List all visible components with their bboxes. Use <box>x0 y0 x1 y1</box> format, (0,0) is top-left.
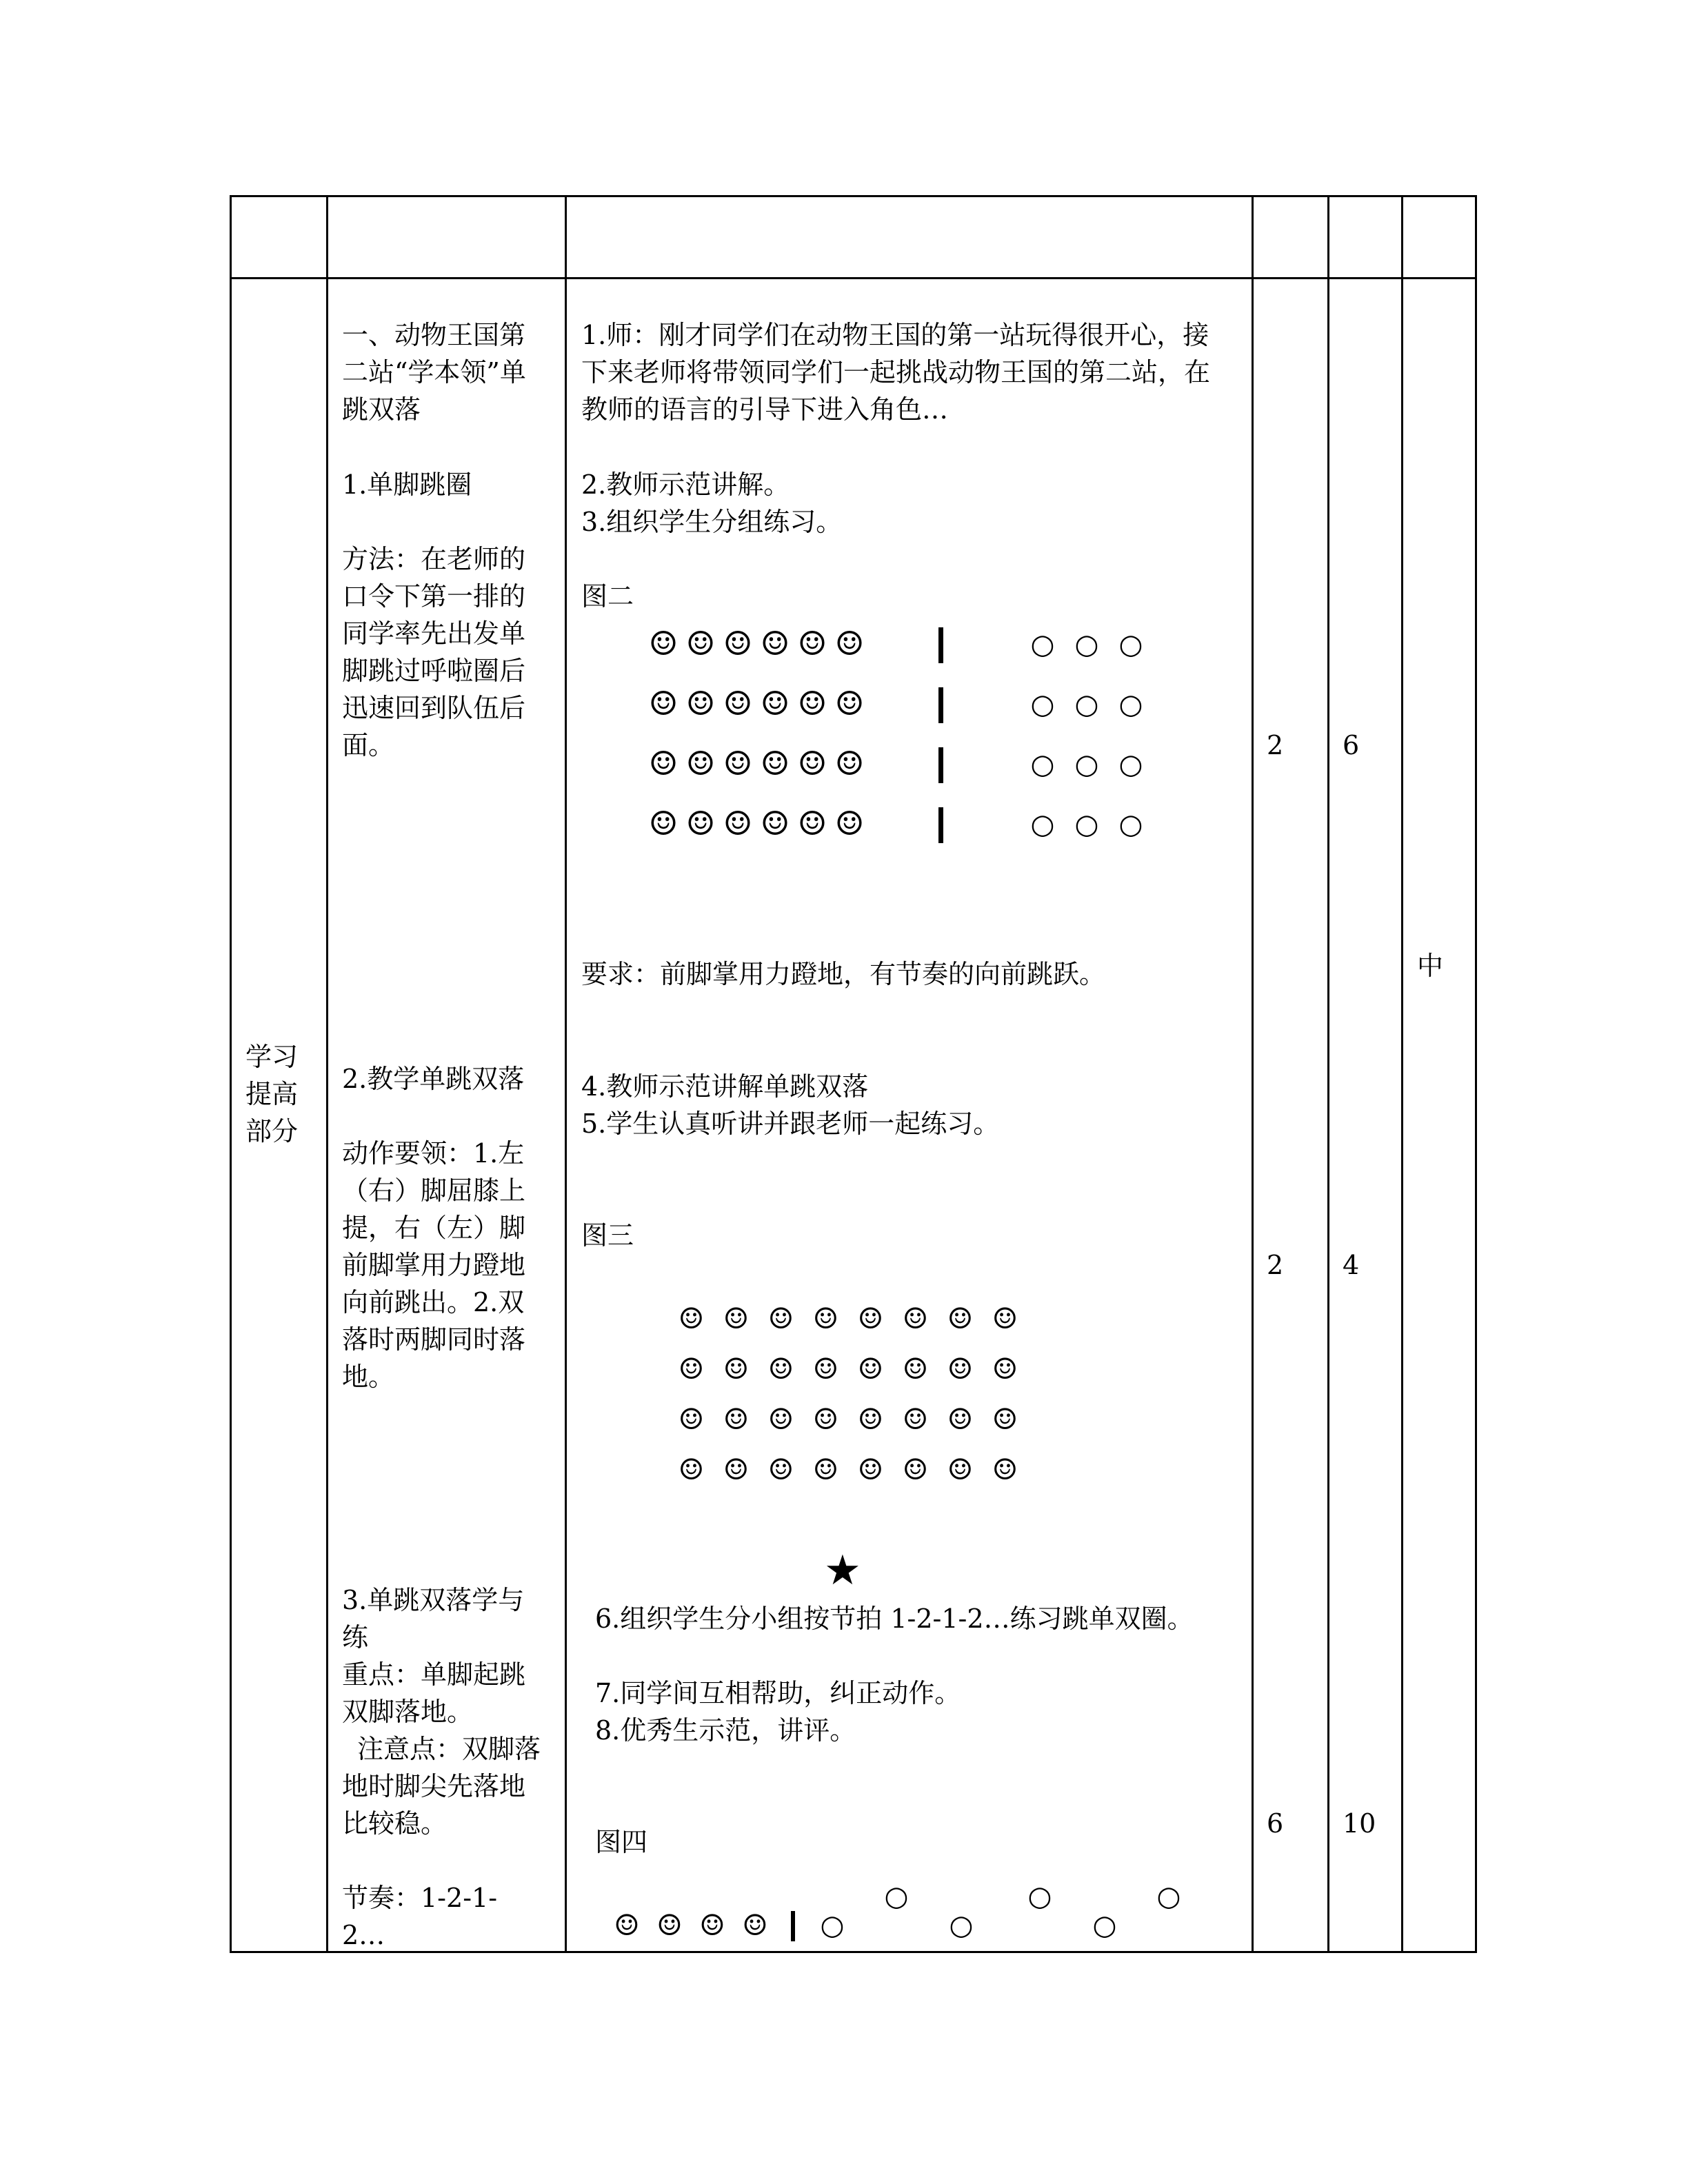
table-top-border <box>230 195 1477 197</box>
method-step8: 8.优秀生示范，讲评。 <box>595 1715 856 1746</box>
student-icon: ☺ <box>902 1352 929 1386</box>
student-icon: ☺ <box>723 1453 750 1486</box>
student-icon: ☺ <box>797 745 827 783</box>
student-icon: ☺ <box>834 745 865 783</box>
student-icon: ☺ <box>767 1453 794 1486</box>
student-icon: ☺ <box>723 1352 750 1386</box>
hoop-icon: ○ <box>1074 689 1099 720</box>
col-border-7 <box>1475 195 1477 1953</box>
item3-rhythm: 节奏：1-2-1-2… <box>342 1883 498 1950</box>
col-border-3 <box>565 195 567 1953</box>
start-line-icon <box>791 1911 795 1941</box>
start-line-icon <box>938 627 943 663</box>
student-icon: ☺ <box>992 1352 1018 1386</box>
student-icon: ☺ <box>678 1402 705 1436</box>
student-icon: ☺ <box>812 1402 839 1436</box>
method-step3: 3.组织学生分组练习。 <box>581 507 843 537</box>
method-step2: 2.教师示范讲解。 <box>581 469 790 500</box>
figure2-hoops <box>1021 689 1153 720</box>
hoop-icon: ○ <box>1030 749 1055 780</box>
hoop-icon: ○ <box>820 1910 845 1941</box>
student-icon: ☺ <box>723 745 753 783</box>
student-icon: ☺ <box>699 1908 725 1942</box>
hoop-icon: ○ <box>1092 1910 1117 1941</box>
figure2-hoops <box>1021 749 1153 780</box>
hoop-icon: ○ <box>949 1910 974 1941</box>
student-icon: ☺ <box>723 1302 750 1335</box>
student-icon: ☺ <box>685 805 716 843</box>
figure3-row <box>669 1402 1027 1436</box>
student-icon: ☺ <box>760 625 790 663</box>
student-icon: ☺ <box>656 1908 683 1942</box>
figure2-hoops <box>1021 629 1153 660</box>
col-border-4 <box>1252 195 1254 1953</box>
student-icon: ☺ <box>992 1302 1018 1335</box>
method-step4: 4.教师示范讲解单跳双落 <box>581 1071 869 1102</box>
hoop-icon: ○ <box>1156 1881 1181 1912</box>
hoop-icon: ○ <box>1118 689 1143 720</box>
figure4-students <box>605 1908 776 1942</box>
student-icon: ☺ <box>767 1352 794 1386</box>
student-icon: ☺ <box>685 625 716 663</box>
student-icon: ☺ <box>992 1453 1018 1486</box>
header-row-bottom-border <box>230 277 1477 279</box>
method-step6: 6.组织学生分小组按节拍 1-2-1-2…练习跳单双圈。 <box>595 1604 1194 1634</box>
student-icon: ☺ <box>678 1453 705 1486</box>
row3-times: 6 <box>1267 1808 1284 1839</box>
student-icon: ☺ <box>947 1453 974 1486</box>
student-icon: ☺ <box>685 685 716 723</box>
teacher-star-icon: ★ <box>824 1546 861 1595</box>
method-step1: 1.师：刚才同学们在动物王国的第一站玩得很开心，接下来老师将带领同学们一起挑战动物王国的第二站，在教师的语言的引导下进入角色… <box>581 320 1211 425</box>
student-icon: ☺ <box>992 1402 1018 1436</box>
student-icon: ☺ <box>812 1302 839 1335</box>
hoop-icon: ○ <box>1118 749 1143 780</box>
row2-minutes: 4 <box>1343 1250 1360 1280</box>
student-icon: ☺ <box>760 745 790 783</box>
item1-title: 一、动物王国第二站“学本领”单跳双落 <box>342 320 526 425</box>
figure3-row <box>669 1302 1027 1335</box>
start-line-icon <box>938 747 943 783</box>
student-icon: ☺ <box>767 1302 794 1335</box>
student-icon: ☺ <box>797 805 827 843</box>
row1-times: 2 <box>1267 730 1284 760</box>
method-step7: 7.同学间互相帮助，纠正动作。 <box>595 1678 961 1708</box>
hoop-icon: ○ <box>1074 629 1099 660</box>
student-icon: ☺ <box>648 745 679 783</box>
student-icon: ☺ <box>685 745 716 783</box>
start-line-icon <box>938 687 943 723</box>
hoop-icon: ○ <box>1074 809 1099 840</box>
figure3-row <box>669 1352 1027 1386</box>
item1-subtitle: 1.单脚跳圈 <box>342 469 472 500</box>
student-icon: ☺ <box>902 1302 929 1335</box>
hoop-icon: ○ <box>1030 809 1055 840</box>
student-icon: ☺ <box>812 1453 839 1486</box>
figure2-row <box>645 805 868 843</box>
item3-focus: 重点：单脚起跳双脚落地。 <box>342 1659 526 1727</box>
hoop-icon: ○ <box>1118 629 1143 660</box>
student-icon: ☺ <box>767 1402 794 1436</box>
student-icon: ☺ <box>723 625 753 663</box>
student-icon: ☺ <box>834 625 865 663</box>
row2-times: 2 <box>1267 1250 1284 1280</box>
figure2-hoops <box>1021 809 1153 840</box>
col-border-5 <box>1327 195 1329 1953</box>
col-border-2 <box>326 195 328 1953</box>
intensity-label: 中 <box>1417 951 1444 981</box>
student-icon: ☺ <box>797 685 827 723</box>
item2-body: 动作要领：1.左（右）脚屈膝上提，右（左）脚前脚掌用力蹬地向前跳出。2.双落时两脚同时落地。 <box>342 1138 526 1392</box>
student-icon: ☺ <box>723 1402 750 1436</box>
figure3-row <box>669 1453 1027 1486</box>
hoop-icon: ○ <box>884 1881 909 1912</box>
figure4-label: 图四 <box>595 1827 648 1857</box>
figure2-row <box>645 625 868 663</box>
student-icon: ☺ <box>648 805 679 843</box>
item3-title: 3.单跳双落学与练 <box>342 1585 525 1652</box>
method-requirement: 要求：前脚掌用力蹬地，有节奏的向前跳跃。 <box>581 959 1106 989</box>
figure2-row <box>645 685 868 723</box>
student-icon: ☺ <box>760 685 790 723</box>
hoop-icon: ○ <box>1030 629 1055 660</box>
hoop-icon: ○ <box>1030 689 1055 720</box>
figure2-row <box>645 745 868 783</box>
student-icon: ☺ <box>834 685 865 723</box>
student-icon: ☺ <box>947 1402 974 1436</box>
student-icon: ☺ <box>857 1402 884 1436</box>
student-icon: ☺ <box>902 1402 929 1436</box>
student-icon: ☺ <box>947 1302 974 1335</box>
student-icon: ☺ <box>678 1352 705 1386</box>
col-border-6 <box>1401 195 1403 1953</box>
row1-minutes: 6 <box>1343 730 1360 760</box>
student-icon: ☺ <box>947 1352 974 1386</box>
student-icon: ☺ <box>857 1352 884 1386</box>
start-line-icon <box>938 807 943 843</box>
student-icon: ☺ <box>723 685 753 723</box>
student-icon: ☺ <box>678 1302 705 1335</box>
student-icon: ☺ <box>648 685 679 723</box>
student-icon: ☺ <box>857 1453 884 1486</box>
item3-note: 注意点：双脚落地时脚尖先落地比较稳。 <box>342 1734 541 1839</box>
hoop-icon: ○ <box>1074 749 1099 780</box>
item1-method: 方法：在老师的口令下第一排的同学率先出发单脚跳过呼啦圈后迅速回到队伍后面。 <box>342 544 526 760</box>
student-icon: ☺ <box>742 1908 768 1942</box>
figure3-label: 图三 <box>581 1220 634 1251</box>
student-icon: ☺ <box>902 1453 929 1486</box>
student-icon: ☺ <box>857 1302 884 1335</box>
section-label: 学习提高部分 <box>245 1042 299 1146</box>
student-icon: ☺ <box>723 805 753 843</box>
hoop-icon: ○ <box>1118 809 1143 840</box>
figure2-label: 图二 <box>581 581 634 611</box>
col-border-1 <box>230 195 232 1953</box>
row3-minutes: 10 <box>1343 1808 1376 1839</box>
student-icon: ☺ <box>834 805 865 843</box>
student-icon: ☺ <box>812 1352 839 1386</box>
student-icon: ☺ <box>614 1908 640 1942</box>
hoop-icon: ○ <box>1027 1881 1052 1912</box>
student-icon: ☺ <box>797 625 827 663</box>
student-icon: ☺ <box>760 805 790 843</box>
method-step5: 5.学生认真听讲并跟老师一起练习。 <box>581 1109 1000 1139</box>
student-icon: ☺ <box>648 625 679 663</box>
item2-title: 2.教学单跳双落 <box>342 1064 525 1094</box>
